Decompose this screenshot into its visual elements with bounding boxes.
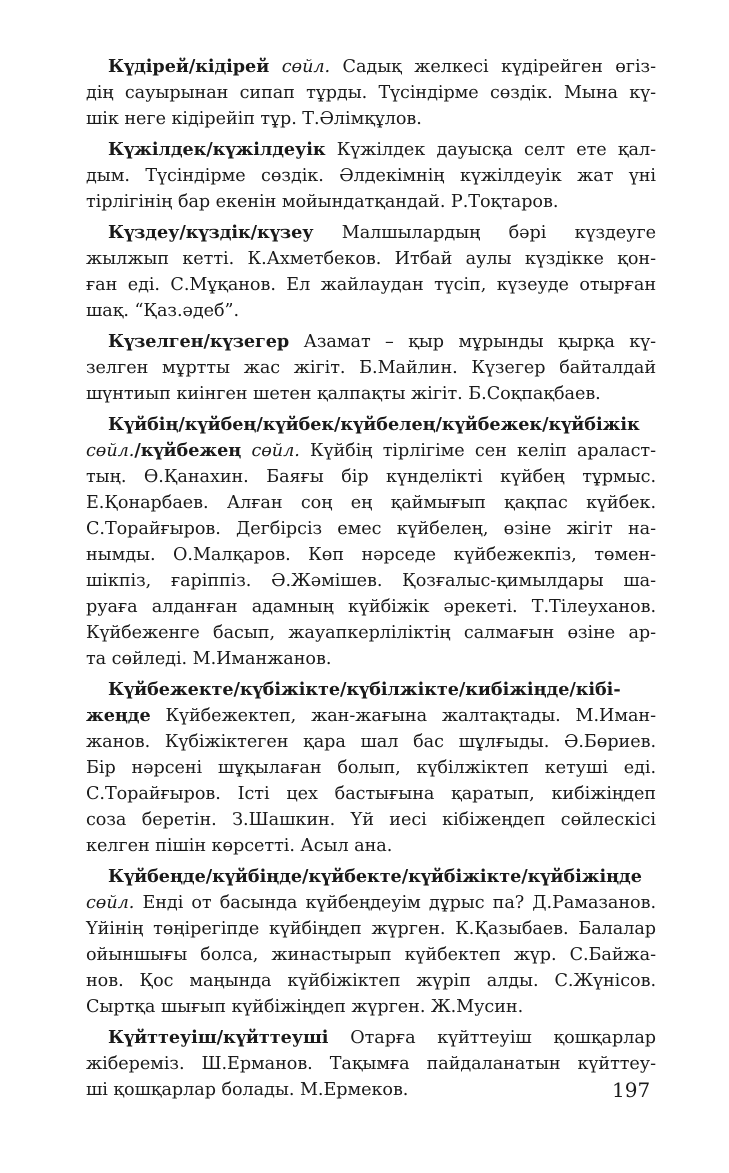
- text-line: [86, 516, 656, 542]
- headword: жеңде: [86, 705, 151, 726]
- headword: Күдірей/кідірей: [108, 56, 270, 77]
- entry-text: Азамат – қыр мұрынды қырқа кү-: [289, 332, 656, 352]
- entry-text: Малшылардың бәрі күздеуге: [313, 223, 656, 243]
- dictionary-entry: [86, 412, 656, 672]
- entry-text: шік неге кідірейіп тұр. Т.Әлімқұлов.: [86, 109, 422, 129]
- entry-text: Енді от басында күйбеңдеуім дұрыс па? Д.Рамазанов.: [134, 893, 656, 913]
- dictionary-entry: [86, 329, 656, 407]
- entry-text: та сөйледі. М.Иманжанов.: [86, 649, 332, 669]
- entry-text: руаға алданған адамның күйбіжік әрекеті. Т.Тілеуханов.: [86, 597, 656, 617]
- dictionary-entry: [86, 1025, 656, 1103]
- dictionary-text-column: [86, 54, 656, 1108]
- text-line: [86, 220, 656, 246]
- text-line: [86, 620, 656, 646]
- entry-text: Үйінің төңірегіпде күйбіңдеп жүрген. К.Қазыбаев. Балалар: [86, 919, 656, 939]
- text-line: [86, 1025, 656, 1051]
- text-line: [86, 568, 656, 594]
- headword: Күйбің/күйбең/күйбек/күйбелең/күйбежек/күйбіжік: [108, 414, 640, 435]
- text-line: [86, 729, 656, 755]
- entry-text: жібереміз. Ш.Ерманов. Тақымға пайдаланатын күйттеу-: [86, 1054, 656, 1074]
- entry-text: нов. Қос маңында күйбіжіктеп жүріп алды. С.Жүнісов.: [86, 971, 656, 991]
- text-line: [86, 594, 656, 620]
- text-line: [86, 781, 656, 807]
- part-of-speech-label: сөйл.: [281, 57, 331, 77]
- text-line: [86, 137, 656, 163]
- entry-text: [269, 57, 282, 77]
- text-line: [86, 329, 656, 355]
- entry-text: шікпіз, ғаріппіз. Ә.Жәмішев. Қозғалыс-қимылдары ша-: [86, 571, 656, 591]
- text-line: [86, 1051, 656, 1077]
- text-line: [86, 246, 656, 272]
- part-of-speech-label: сөйл.: [86, 441, 135, 461]
- text-line: [86, 163, 656, 189]
- entry-text: тың. Ө.Қанахин. Баяғы бір күнделікті күйбең тұрмыс.: [86, 467, 656, 487]
- headword: Күйттеуіш/күйттеуші: [108, 1027, 329, 1048]
- entry-text: дым. Түсіндірме сөздік. Әлдекімнің күжілдеуік жат үні: [86, 166, 656, 186]
- text-line: [86, 677, 656, 703]
- headword: Күзелген/күзегер: [108, 331, 290, 352]
- entry-text: [241, 441, 251, 461]
- dictionary-entry: [86, 864, 656, 1020]
- entry-text: соза беретін. З.Шашкин. Үй иесі кібіжеңдеп сөйлескісі: [86, 810, 656, 830]
- text-line: [86, 542, 656, 568]
- entry-text: ған еді. С.Мұқанов. Ел жайлаудан түсіп, күзеуде отырған: [86, 275, 656, 295]
- entry-text: зелген мұртты жас жігіт. Б.Майлин. Күзегер байталдай: [86, 358, 656, 378]
- text-line: [86, 490, 656, 516]
- entry-text: ойыншығы болса, жинастырып күйбектеп жүр. С.Байжа-: [86, 945, 656, 965]
- text-line: [86, 864, 656, 890]
- headword: Күжілдек/күжілдеуік: [108, 139, 326, 160]
- headword: Күздеу/күздік/күзеу: [108, 222, 314, 243]
- part-of-speech-label: сөйл.: [86, 893, 135, 913]
- entry-text: жылжып кетті. К.Ахметбеков. Итбай аулы күздікке қон-: [86, 249, 656, 269]
- dictionary-entry: [86, 137, 656, 215]
- text-line: [86, 412, 656, 438]
- entry-text: келген пішін көрсетті. Асыл ана.: [86, 836, 393, 856]
- entry-text: ші қошқарлар болады. М.Ермеков.: [86, 1080, 409, 1100]
- entry-text: дің сауырынан сипап тұрды. Түсіндірме сөздік. Мына кү-: [86, 83, 656, 103]
- entry-text: нымды. О.Малқаров. Көп нәрседе күйбежекпіз, төмен-: [86, 545, 656, 565]
- entry-text: Отарға күйттеуіш қошқарлар: [328, 1028, 656, 1048]
- text-line: [86, 942, 656, 968]
- headword: Күйбеңде/күйбіңде/күйбекте/күйбіжікте/күйбіжіңде: [108, 866, 642, 887]
- entry-text: Е.Қонарбаев. Алған соң ең қаймығып қақпас күйбек.: [86, 493, 656, 513]
- entry-text: Бір нәрсені шұқылаған болып, күбілжіктеп кетуші еді.: [86, 758, 656, 778]
- headword: Күйбежекте/күбіжікте/күбілжікте/кибіжіңде/кібі-: [108, 679, 621, 700]
- text-line: [86, 80, 656, 106]
- text-line: [86, 1077, 656, 1103]
- dictionary-entry: [86, 220, 656, 324]
- entry-text: Сыртқа шығып күйбіжіңдеп жүрген. Ж.Мусин.: [86, 997, 524, 1017]
- text-line: [86, 438, 656, 464]
- entry-text: Күйбеженге басып, жауапкерліліктің салмағын өзіне ар-: [86, 623, 656, 643]
- entry-text: Күйбің тірлігіме сен келіп араласт-: [299, 441, 656, 461]
- entry-text: шақ. “Қаз.әдеб”.: [86, 301, 240, 321]
- text-line: [86, 890, 656, 916]
- entry-text: Садық желкесі күдірейген өгіз-: [330, 57, 656, 77]
- page-number: 197: [612, 1078, 651, 1102]
- dictionary-entry: [86, 54, 656, 132]
- text-line: [86, 703, 656, 729]
- entry-text: тірлігінің бар екенін мойындатқандай. Р.Тоқтаров.: [86, 192, 559, 212]
- text-line: [86, 916, 656, 942]
- text-line: [86, 755, 656, 781]
- text-line: [86, 298, 656, 324]
- text-line: [86, 381, 656, 407]
- text-line: [86, 272, 656, 298]
- text-line: [86, 833, 656, 859]
- dictionary-entry: [86, 677, 656, 859]
- text-line: [86, 54, 656, 80]
- text-line: [86, 994, 656, 1020]
- text-line: [86, 189, 656, 215]
- text-line: [86, 106, 656, 132]
- text-line: [86, 807, 656, 833]
- text-line: [86, 464, 656, 490]
- entry-text: шүнтиып киінген шетен қалпақты жігіт. Б.Соқпақбаев.: [86, 384, 601, 404]
- text-line: [86, 646, 656, 672]
- entry-text: С.Торайғыров. Істі цех бастығына қаратып, кибіжіңдеп: [86, 784, 656, 804]
- text-line: [86, 968, 656, 994]
- entry-text: жанов. Күбіжіктеген қара шал бас шұлғыды. Ә.Бөриев.: [86, 732, 656, 752]
- entry-text: Күжілдек дауысқа селт ете қал-: [325, 140, 656, 160]
- text-line: [86, 355, 656, 381]
- headword: /күйбежең: [134, 440, 242, 461]
- entry-text: Күйбежектеп, жан-жағына жалтақтады. М.Иман-: [150, 706, 656, 726]
- entry-text: С.Торайғыров. Дегбірсіз емес күйбелең, өзіне жігіт на-: [86, 519, 656, 539]
- part-of-speech-label: сөйл.: [251, 441, 300, 461]
